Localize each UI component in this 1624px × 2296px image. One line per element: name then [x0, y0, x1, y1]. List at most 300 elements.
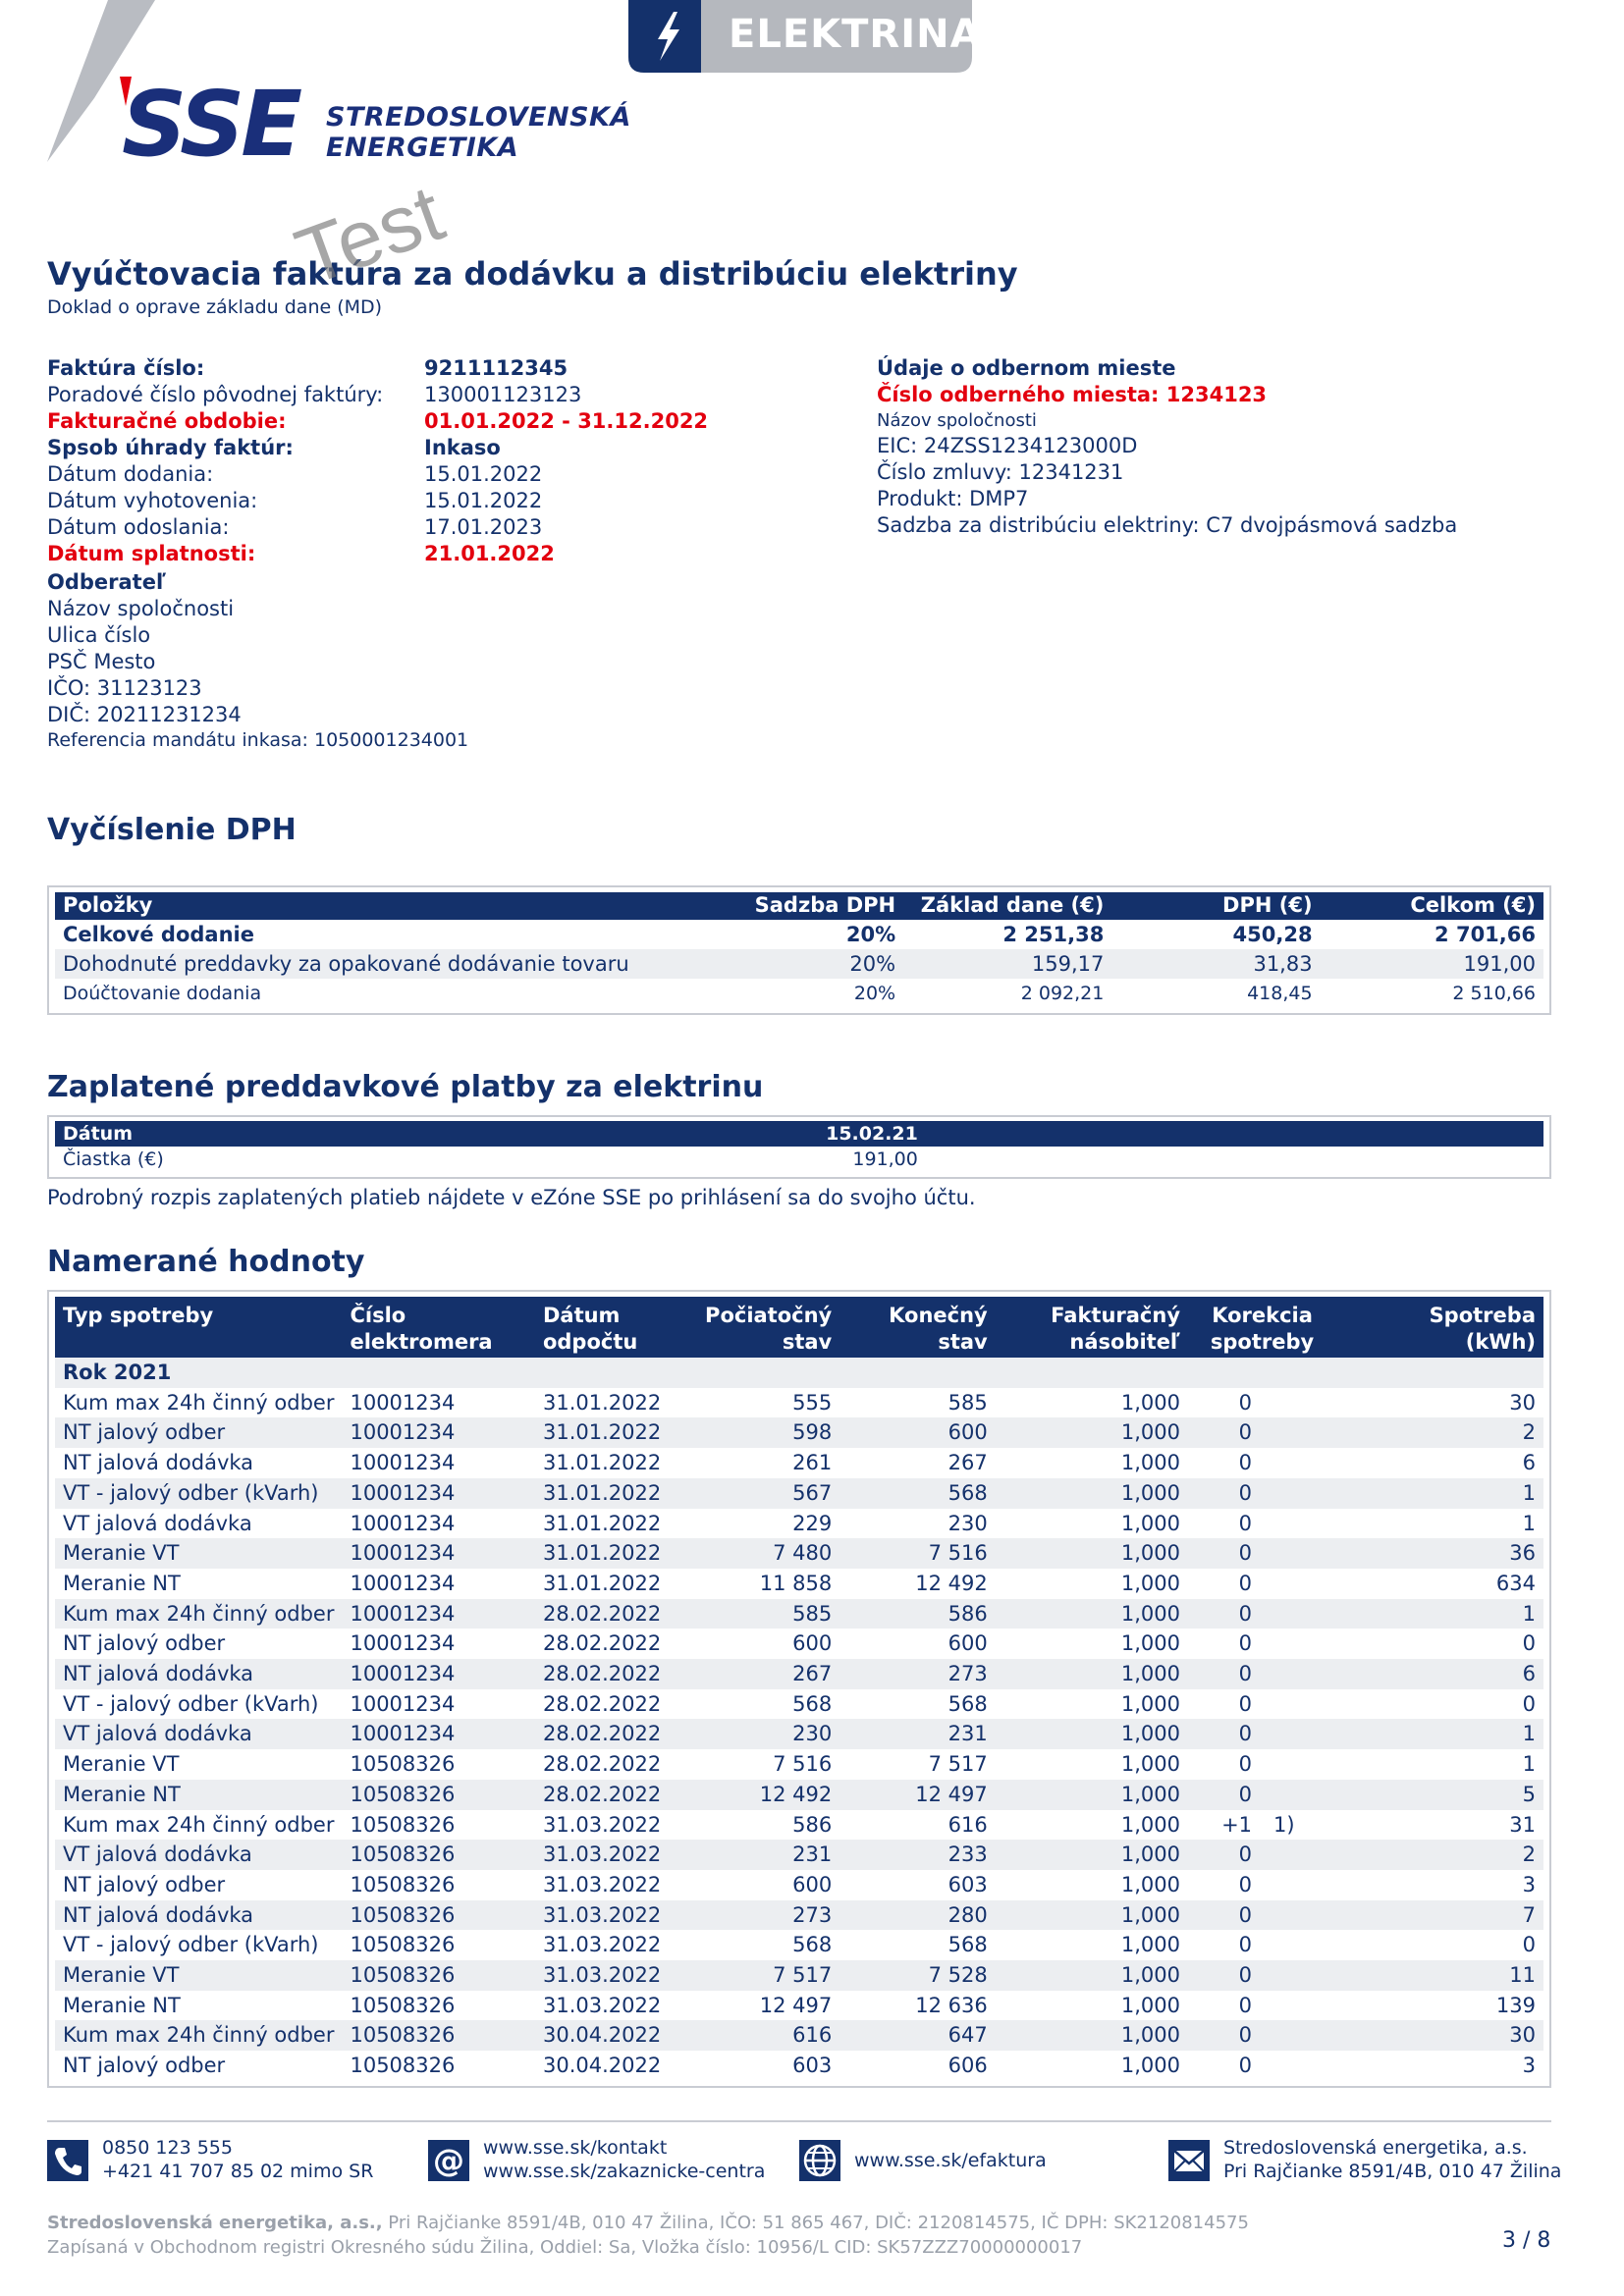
measured-cell: 1,000 — [996, 1960, 1188, 1991]
measured-cell: 7 528 — [839, 1960, 995, 1991]
measured-cell: NT jalová dodávka — [63, 1451, 254, 1475]
measured-cell: 10001234 — [342, 1659, 535, 1689]
measured-cell: Meranie VT — [55, 1538, 342, 1569]
measured-cell: 3 — [1522, 2054, 1536, 2078]
measured-cell: 10001234 — [350, 1451, 456, 1475]
invoice-info — [47, 355, 709, 567]
measured-cell: 600 — [947, 1631, 988, 1656]
measured-cell: VT jalová dodávka — [55, 1719, 342, 1749]
measured-header-line1: Počiatočný — [705, 1304, 833, 1327]
advances-table-box — [47, 1115, 1551, 1179]
measured-cell: 10001234 — [342, 1417, 535, 1448]
measured-cell: 31.03.2022 — [542, 1872, 662, 1896]
measured-cell: 600 — [839, 1417, 995, 1448]
measured-cell: 280 — [839, 1900, 995, 1931]
measured-cell: 1 — [1522, 1752, 1536, 1777]
measured-cell: 568 — [792, 1691, 833, 1716]
invoice-info-value: 15.01.2022 — [424, 489, 543, 512]
measured-cell: 1 — [1336, 1719, 1543, 1749]
measured-row — [55, 1478, 1543, 1509]
measured-cell: 603 — [947, 1872, 988, 1896]
measured-cell: 0 — [1188, 1960, 1252, 1991]
measured-cell: 31.01.2022 — [542, 1451, 662, 1475]
measured-cell: 7 516 — [773, 1752, 833, 1777]
measured-cell: 10001234 — [342, 1538, 535, 1569]
measured-cell: 0 — [1238, 1511, 1253, 1535]
measured-cell: 5 — [1336, 1780, 1543, 1810]
footer-web-centers[interactable]: www.sse.sk/zakaznicke-centra — [483, 2161, 766, 2182]
footer-company-name: Stredoslovenská energetika, a.s. — [1223, 2137, 1528, 2159]
measured-cell: 30 — [1336, 2020, 1543, 2051]
measured-cell: 1,000 — [1120, 2054, 1181, 2078]
measured-cell: 1,000 — [1120, 1691, 1181, 1716]
measured-header-cell — [996, 1297, 1188, 1358]
invoice-info-row — [47, 541, 695, 567]
measured-cell: 10508326 — [350, 1993, 456, 2017]
measured-cell: 28.02.2022 — [542, 1691, 662, 1716]
measured-cell: 1,000 — [1120, 1571, 1181, 1595]
vat-cell: 2 092,21 — [1020, 983, 1105, 1004]
legal-text — [47, 2211, 1249, 2260]
invoice-info-value: 01.01.2022 - 31.12.2022 — [424, 409, 709, 433]
measured-cell: 0 — [1188, 1900, 1252, 1931]
measured-cell: 31.01.2022 — [542, 1511, 662, 1535]
vat-row — [55, 920, 1543, 949]
measured-cell: VT jalová dodávka — [55, 1840, 342, 1870]
measured-cell: 1,000 — [996, 1840, 1188, 1870]
legal-company: Stredoslovenská energetika, a.s., — [47, 2213, 383, 2233]
invoice-info-label: Dátum odoslania: — [47, 515, 230, 539]
measured-row — [55, 1780, 1543, 1810]
supply-point-company: Názov spoločnosti — [877, 410, 1037, 431]
measured-table — [55, 1297, 1543, 2081]
legal-line-1 — [47, 2211, 1249, 2235]
measured-cell: 273 — [839, 1659, 995, 1689]
invoice-info-label: Fakturačné obdobie: — [47, 409, 287, 433]
measured-cell: 1,000 — [1120, 1993, 1181, 2017]
measured-cell: NT jalový odber — [63, 2054, 226, 2078]
measured-cell: 0 — [1522, 1691, 1536, 1716]
measured-cell: 6 — [1336, 1659, 1543, 1689]
invoice-info-value: 17.01.2023 — [424, 515, 543, 539]
measured-cell: 267 — [947, 1451, 988, 1475]
footer-web — [483, 2136, 765, 2183]
measured-cell: 585 — [691, 1599, 839, 1629]
sse-logo — [116, 77, 322, 161]
measured-header-line1: Korekcia — [1212, 1304, 1313, 1327]
measured-cell: 230 — [691, 1719, 839, 1749]
measured-cell: 10001234 — [350, 1390, 456, 1415]
measured-row — [55, 1569, 1543, 1599]
measured-cell: 11 — [1336, 1960, 1543, 1991]
measured-cell: 31.03.2022 — [542, 1933, 662, 1957]
measured-row — [55, 2051, 1543, 2081]
measured-cell: 568 — [947, 1933, 988, 1957]
invoice-info-row — [47, 514, 695, 541]
supply-point-line: Sadzba za distribúciu elektriny: C7 dvojpásmová sadzba — [877, 513, 1458, 537]
measured-cell: 1,000 — [1120, 1390, 1181, 1415]
measured-cell: 634 — [1495, 1571, 1536, 1595]
measured-cell: 10001234 — [350, 1691, 456, 1716]
invoice-info-label: Poradové číslo pôvodnej faktúry: — [47, 383, 384, 406]
measured-cell: 0 — [1522, 1631, 1536, 1656]
vat-title: Vyčíslenie DPH — [47, 813, 297, 847]
logo-line-2: ENERGETIKA — [326, 133, 519, 163]
supply-point-line: Číslo zmluvy: 12341231 — [877, 460, 1124, 484]
measured-cell: 10001234 — [342, 1719, 535, 1749]
measured-header-line2: elektromera — [350, 1330, 493, 1354]
measured-cell: 586 — [839, 1599, 995, 1629]
measured-cell: NT jalový odber — [63, 1872, 226, 1896]
measured-cell: 273 — [691, 1900, 839, 1931]
measured-cell: 7 — [1336, 1900, 1543, 1931]
measured-cell: 1 — [1336, 1478, 1543, 1509]
measured-row — [55, 1388, 1543, 1418]
measured-cell: 606 — [947, 2054, 988, 2078]
measured-cell: 10508326 — [350, 1872, 456, 1896]
measured-cell — [1252, 1538, 1336, 1569]
vat-header-rate: Sadzba DPH — [710, 892, 903, 920]
measured-header-line2: stav — [938, 1330, 988, 1354]
measured-cell: Meranie VT — [63, 1752, 180, 1777]
measured-cell: 616 — [691, 2020, 839, 2051]
measured-cell: 1,000 — [996, 2020, 1188, 2051]
measured-cell: 0 — [1238, 1691, 1253, 1716]
measured-cell: 12 492 — [915, 1571, 988, 1595]
measured-cell: 0 — [1238, 1571, 1253, 1595]
measured-cell: 30.04.2022 — [535, 2020, 691, 2051]
measured-cell: 0 — [1238, 1631, 1253, 1656]
measured-cell — [1252, 1599, 1336, 1629]
measured-row — [55, 1960, 1543, 1991]
measured-cell: +1 — [1221, 1812, 1253, 1837]
invoice-info-row — [47, 461, 695, 488]
measured-cell: 31.01.2022 — [542, 1390, 662, 1415]
measured-cell: 31.03.2022 — [535, 1960, 691, 1991]
measured-cell — [1252, 1629, 1336, 1659]
measured-cell: 7 517 — [691, 1960, 839, 1991]
vat-table-box — [47, 885, 1551, 1015]
measured-cell: 267 — [691, 1659, 839, 1689]
footer-divider — [47, 2120, 1551, 2122]
invoice-info-label: Dátum vyhotovenia: — [47, 489, 258, 512]
measured-header-line2: odpočtu — [542, 1330, 638, 1354]
measured-cell: 1,000 — [1120, 1511, 1181, 1535]
measured-header-cell — [691, 1297, 839, 1358]
measured-cell: 0 — [1188, 2020, 1252, 2051]
measured-cell: 231 — [691, 1840, 839, 1870]
measured-cell: Meranie NT — [63, 1571, 181, 1595]
customer-heading: Odberateľ — [47, 570, 167, 594]
invoice-info-label: Dátum splatnosti: — [47, 542, 256, 565]
measured-cell: 0 — [1238, 1451, 1253, 1475]
measured-cell: 0 — [1238, 1933, 1253, 1957]
measured-cell: 28.02.2022 — [535, 1659, 691, 1689]
measured-cell: 233 — [839, 1840, 995, 1870]
measured-cell: 600 — [792, 1631, 833, 1656]
supply-point-block — [877, 355, 1457, 539]
measured-row — [55, 1900, 1543, 1931]
invoice-info-row — [47, 488, 695, 514]
envelope-icon — [1168, 2140, 1210, 2181]
invoice-info-row — [47, 435, 695, 461]
measured-cell: 31.03.2022 — [542, 1993, 662, 2017]
measured-cell: VT jalová dodávka — [63, 1511, 252, 1535]
measured-cell — [1252, 1719, 1336, 1749]
measured-cell: 31.03.2022 — [535, 1840, 691, 1870]
measured-cell: 28.02.2022 — [535, 1780, 691, 1810]
measured-cell: 1,000 — [996, 1599, 1188, 1629]
vat-body — [55, 920, 1543, 1008]
svg-text:@: @ — [433, 2142, 464, 2179]
measured-cell: 1,000 — [996, 1478, 1188, 1509]
measured-cell: 1,000 — [1120, 1631, 1181, 1656]
measured-cell: 568 — [839, 1478, 995, 1509]
footer-efaktura[interactable]: www.sse.sk/efaktura — [854, 2150, 1047, 2171]
measured-cell: 10001234 — [350, 1511, 456, 1535]
vat-cell: 159,17 — [903, 949, 1111, 979]
measured-cell — [1252, 1780, 1336, 1810]
measured-row — [55, 1599, 1543, 1629]
vat-header-vat: DPH (€) — [1111, 892, 1320, 920]
measured-cell: 10001234 — [350, 1631, 456, 1656]
measured-cell: 567 — [691, 1478, 839, 1509]
measured-cell: 31.03.2022 — [542, 1812, 662, 1837]
measured-cell: 1,000 — [996, 1659, 1188, 1689]
measured-cell: Kum max 24h činný odber — [55, 2020, 342, 2051]
measured-cell: 2 — [1336, 1840, 1543, 1870]
measured-cell: Kum max 24h činný odber — [55, 1599, 342, 1629]
measured-cell: 11 858 — [759, 1571, 833, 1595]
invoice-info-label: Faktúra číslo: — [47, 356, 205, 380]
invoice-info-value: 130001123123 — [424, 383, 582, 406]
measured-cell: 31.01.2022 — [542, 1571, 662, 1595]
measured-cell: 1,000 — [1120, 1451, 1181, 1475]
advances-amount-value: 191,00 — [852, 1148, 918, 1170]
measured-cell: 585 — [947, 1390, 988, 1415]
measured-cell: 10508326 — [342, 1960, 535, 1991]
advances-header-spacer — [926, 1121, 1543, 1147]
measured-row — [55, 1930, 1543, 1960]
measured-cell: 30 — [1509, 1390, 1536, 1415]
measured-cell: 7 516 — [839, 1538, 995, 1569]
measured-cell — [1252, 1900, 1336, 1931]
advances-header-row — [55, 1121, 1543, 1147]
measured-row — [55, 2020, 1543, 2051]
measured-cell: 1,000 — [996, 1538, 1188, 1569]
measured-cell — [1252, 1689, 1336, 1720]
measured-cell: NT jalový odber — [63, 1631, 226, 1656]
measured-cell: 230 — [947, 1511, 988, 1535]
measured-cell — [1252, 1569, 1336, 1599]
measured-cell: 0 — [1238, 1872, 1253, 1896]
measured-row — [55, 1810, 1543, 1841]
watermark: Test — [285, 168, 455, 303]
measured-cell: 1,000 — [1120, 1933, 1181, 1957]
measured-row — [55, 1538, 1543, 1569]
measured-cell — [1252, 1991, 1336, 2021]
measured-cell: 0 — [1188, 1478, 1252, 1509]
measured-cell — [1252, 1960, 1336, 1991]
measured-cell — [1252, 1448, 1336, 1478]
advances-row — [55, 1147, 1543, 1173]
measured-cell: 7 480 — [691, 1538, 839, 1569]
tab-label: ELEKTRINA — [729, 12, 982, 57]
phone-icon — [47, 2140, 88, 2181]
measured-cell: 139 — [1495, 1993, 1536, 2017]
measured-cell: 2 — [1336, 1417, 1543, 1448]
measured-cell: 231 — [839, 1719, 995, 1749]
measured-cell: 598 — [691, 1417, 839, 1448]
measured-cell: 0 — [1522, 1933, 1536, 1957]
measured-cell: 1,000 — [996, 1780, 1188, 1810]
measured-header-line2: násobiteľ — [1069, 1330, 1181, 1354]
measured-row — [55, 1417, 1543, 1448]
measured-cell: 28.02.2022 — [542, 1752, 662, 1777]
measured-cell — [1252, 1870, 1336, 1900]
measured-row — [55, 1749, 1543, 1780]
vat-cell: 2 251,38 — [1002, 923, 1105, 946]
measured-header-cell — [1336, 1297, 1543, 1358]
advances-amount-label: Čiastka (€) — [63, 1148, 164, 1170]
measured-row — [55, 1629, 1543, 1659]
measured-row — [55, 1689, 1543, 1720]
measured-cell: VT - jalový odber (kVarh) — [63, 1691, 319, 1716]
logo-text — [326, 102, 631, 163]
measured-title: Namerané hodnoty — [47, 1245, 365, 1279]
measured-cell: 1 — [1336, 1599, 1543, 1629]
vat-cell: 20% — [845, 923, 896, 946]
supply-point-heading: Údaje o odbernom mieste — [877, 356, 1176, 380]
vat-row — [55, 949, 1543, 979]
measured-cell: 1,000 — [1120, 1812, 1181, 1837]
measured-cell: 10508326 — [350, 1752, 456, 1777]
measured-cell: 0 — [1238, 2054, 1253, 2078]
invoice-info-value: Inkaso — [424, 436, 501, 459]
measured-cell: Meranie VT — [55, 1960, 342, 1991]
measured-cell: 0 — [1238, 1390, 1253, 1415]
advances-header-date: 15.02.21 — [799, 1121, 926, 1147]
measured-cell: 1,000 — [996, 1719, 1188, 1749]
measured-cell: 10001234 — [342, 1599, 535, 1629]
logo-line-1: STREDOSLOVENSKÁ — [326, 102, 631, 133]
supply-point-number: Číslo odberného miesta: 1234123 — [877, 383, 1268, 406]
vat-cell: 20% — [853, 983, 896, 1004]
advances-note: Podrobný rozpis zaplatených platieb nájdete v eZóne SSE po prihlásení sa do svojho účtu. — [47, 1186, 976, 1209]
measured-cell: 229 — [792, 1511, 833, 1535]
legal-line-2: Zapísaná v Obchodnom registri Okresného súdu Žilina, Oddiel: Sa, Vložka číslo: 10956/L CID: SK57ZZZ70000000017 — [47, 2237, 1083, 2258]
measured-row — [55, 1991, 1543, 2021]
measured-row — [55, 1448, 1543, 1478]
measured-cell — [1252, 1417, 1336, 1448]
measured-cell: 10508326 — [350, 2054, 456, 2078]
footer-phone — [102, 2136, 373, 2183]
measured-cell: 568 — [792, 1933, 833, 1957]
advances-spacer — [926, 1147, 1543, 1173]
measured-header-line1: Konečný — [889, 1304, 988, 1327]
customer-line: Názov spoločnosti — [47, 597, 235, 620]
measured-header-line1: Fakturačný — [1051, 1304, 1181, 1327]
measured-cell — [1252, 2020, 1336, 2051]
measured-cell: 0 — [1188, 1599, 1252, 1629]
measured-cell: VT - jalový odber (kVarh) — [63, 1933, 319, 1957]
document-title: Vyúčtovacia faktúra za dodávku a distribúciu elektriny — [47, 255, 1018, 293]
vat-cell: 2 701,66 — [1435, 923, 1536, 946]
measured-cell: Meranie NT — [63, 1993, 181, 2017]
measured-row — [55, 1719, 1543, 1749]
measured-cell: Meranie NT — [55, 1780, 342, 1810]
measured-cell: NT jalová dodávka — [55, 1659, 342, 1689]
measured-year-label: Rok 2021 — [55, 1358, 1543, 1388]
measured-cell — [1252, 1840, 1336, 1870]
measured-header-cell — [839, 1297, 995, 1358]
measured-cell — [1252, 1930, 1336, 1960]
vat-cell: Celkové dodanie — [63, 923, 254, 946]
measured-row — [55, 1509, 1543, 1539]
measured-header-line1: Spotreba — [1429, 1304, 1536, 1327]
invoice-info-value: 15.01.2022 — [424, 462, 543, 486]
measured-header-line1: Dátum — [542, 1304, 621, 1327]
measured-cell: 30.04.2022 — [542, 2054, 662, 2078]
vat-cell: Doúčtovanie dodania — [63, 983, 262, 1004]
supply-point-line: Produkt: DMP7 — [877, 487, 1029, 510]
at-icon — [428, 2140, 469, 2181]
measured-cell: 10508326 — [342, 1900, 535, 1931]
vat-header-row — [55, 892, 1543, 920]
advances-title: Zaplatené preddavkové platby za elektrinu — [47, 1070, 764, 1104]
measured-year-row — [55, 1358, 1543, 1388]
measured-cell: 12 497 — [759, 1993, 833, 2017]
vat-cell: 191,00 — [1321, 949, 1543, 979]
measured-cell: VT - jalový odber (kVarh) — [55, 1478, 342, 1509]
vat-cell: 20% — [710, 949, 903, 979]
measured-cell: 586 — [792, 1812, 833, 1837]
invoice-info-row — [47, 382, 695, 408]
measured-cell — [1252, 1659, 1336, 1689]
globe-icon — [799, 2140, 840, 2181]
measured-header-line1: Číslo — [350, 1304, 406, 1327]
measured-cell: 0 — [1188, 1840, 1252, 1870]
footer-phone-2: +421 41 707 85 02 mimo SR — [102, 2161, 374, 2182]
measured-cell: 31.03.2022 — [535, 1900, 691, 1931]
measured-row — [55, 1870, 1543, 1900]
vat-cell: 418,45 — [1247, 983, 1313, 1004]
measured-cell: 1 — [1522, 1511, 1536, 1535]
measured-cell: 0 — [1238, 1752, 1253, 1777]
document-subtitle: Doklad o oprave základu dane (MD) — [47, 296, 383, 318]
customer-line: DIČ: 20211231234 — [47, 703, 242, 726]
measured-cell: Kum max 24h činný odber — [63, 1812, 335, 1837]
measured-cell: 12 492 — [691, 1780, 839, 1810]
measured-cell: 0 — [1188, 1417, 1252, 1448]
measured-row — [55, 1659, 1543, 1689]
customer-line: PSČ Mesto — [47, 650, 156, 673]
measured-cell: Kum max 24h činný odber — [63, 1390, 335, 1415]
customer-line: Ulica číslo — [47, 623, 151, 647]
measured-cell: 1,000 — [996, 1900, 1188, 1931]
invoice-info-value: 21.01.2022 — [424, 542, 555, 565]
invoice-info-value: 9211112345 — [424, 356, 568, 380]
measured-cell: 28.02.2022 — [542, 1631, 662, 1656]
invoice-info-rows — [47, 355, 709, 567]
measured-cell: 0 — [1188, 1659, 1252, 1689]
measured-row — [55, 1840, 1543, 1870]
footer-web-contact[interactable]: www.sse.sk/kontakt — [483, 2137, 668, 2159]
measured-header-cell — [535, 1297, 691, 1358]
measured-header-line2: spotreby — [1210, 1330, 1315, 1354]
measured-cell — [1252, 1478, 1336, 1509]
measured-table-box — [47, 1290, 1551, 2088]
